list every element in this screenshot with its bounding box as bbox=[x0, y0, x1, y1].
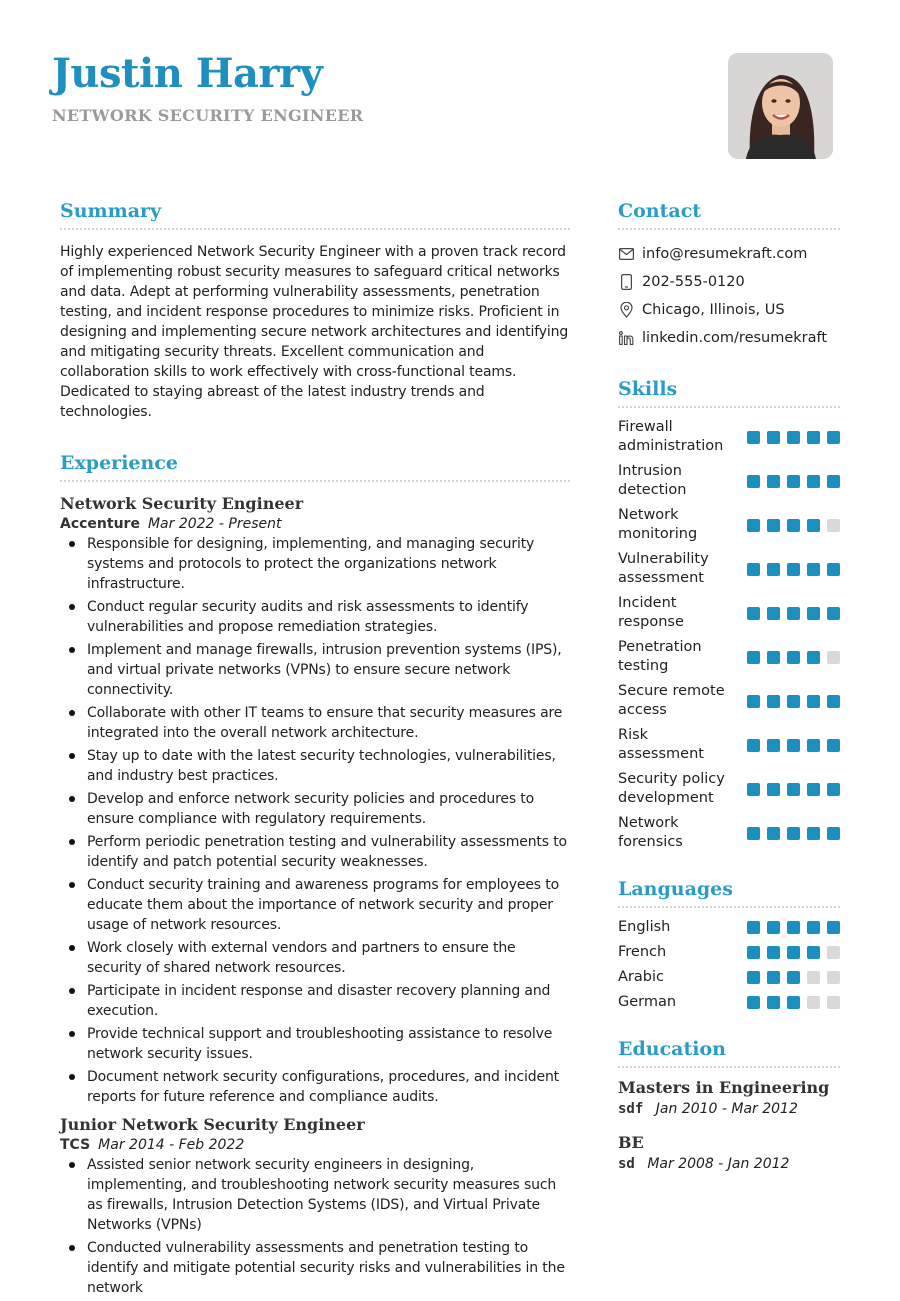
list-item: Collaborate with other IT teams to ensure that security measures are integrated into the overall network architecture. bbox=[87, 703, 570, 743]
rating-dot-filled bbox=[767, 475, 780, 488]
avatar-portrait-icon bbox=[728, 53, 833, 159]
rating-dot-filled bbox=[787, 827, 800, 840]
job-dates: Mar 2014 - Feb 2022 bbox=[98, 1137, 245, 1153]
rating-dots bbox=[747, 946, 840, 959]
education-entry bbox=[618, 1133, 840, 1172]
rating-dot-filled bbox=[827, 921, 840, 934]
linkedin-text: linkedin.com/resumekraft bbox=[642, 330, 828, 346]
right-column bbox=[618, 200, 840, 1172]
rating-dot-filled bbox=[827, 563, 840, 576]
rating-dot-filled bbox=[747, 607, 760, 620]
summary-section bbox=[60, 200, 570, 422]
rating-dot-filled bbox=[787, 996, 800, 1009]
rating-dot-filled bbox=[807, 946, 820, 959]
rating-dot-filled bbox=[767, 431, 780, 444]
rating-label: Vulnerability assessment bbox=[618, 551, 709, 586]
rating-row bbox=[618, 418, 840, 456]
linkedin-icon bbox=[618, 330, 634, 346]
phone-icon bbox=[618, 274, 634, 290]
rating-row bbox=[618, 726, 840, 764]
experience-heading: Experience bbox=[60, 452, 570, 482]
phone-text: 202-555-0120 bbox=[642, 274, 745, 290]
rating-dot-filled bbox=[747, 996, 760, 1009]
rating-dot-filled bbox=[807, 431, 820, 444]
rating-dot-empty bbox=[827, 996, 840, 1009]
rating-row bbox=[618, 506, 840, 544]
company-name: Accenture bbox=[60, 516, 140, 532]
location-pin-icon bbox=[618, 302, 634, 318]
rating-dots bbox=[747, 996, 840, 1009]
rating-dot-filled bbox=[787, 607, 800, 620]
rating-label: Penetration testing bbox=[618, 639, 702, 674]
rating-dot-filled bbox=[807, 475, 820, 488]
degree-title: BE bbox=[618, 1133, 644, 1152]
rating-dot-filled bbox=[807, 783, 820, 796]
rating-dot-empty bbox=[827, 946, 840, 959]
rating-dot-filled bbox=[787, 739, 800, 752]
summary-heading: Summary bbox=[60, 200, 570, 230]
rating-dot-filled bbox=[827, 783, 840, 796]
rating-dot-filled bbox=[747, 651, 760, 664]
rating-dots bbox=[747, 827, 840, 840]
rating-label: Security policy development bbox=[618, 771, 725, 806]
rating-dot-filled bbox=[827, 695, 840, 708]
rating-dot-filled bbox=[747, 946, 760, 959]
list-item: Document network security configurations, procedures, and incident reports for future reference and compliance audits. bbox=[87, 1067, 570, 1107]
job-meta bbox=[60, 1137, 570, 1153]
rating-dots bbox=[747, 563, 840, 576]
list-item: Stay up to date with the latest security technologies, vulnerabilities, and industry best practices. bbox=[87, 746, 570, 786]
rating-dot-filled bbox=[747, 971, 760, 984]
rating-dot-filled bbox=[807, 519, 820, 532]
degree-title: Masters in Engineering bbox=[618, 1078, 830, 1097]
profile-photo bbox=[728, 53, 833, 159]
education-meta bbox=[618, 1101, 840, 1117]
rating-dot-filled bbox=[827, 739, 840, 752]
skills-section bbox=[618, 378, 840, 852]
rating-dot-filled bbox=[787, 563, 800, 576]
rating-label: Arabic bbox=[618, 969, 664, 985]
education-section bbox=[618, 1038, 840, 1172]
rating-dot-filled bbox=[787, 475, 800, 488]
list-item: Conducted vulnerability assessments and penetration testing to identify and mitigate potential security risks and vulnerabilities in the network bbox=[87, 1238, 570, 1298]
rating-label: Network forensics bbox=[618, 815, 683, 850]
rating-dots bbox=[747, 651, 840, 664]
candidate-name: Justin Harry bbox=[52, 50, 323, 97]
list-item: Participate in incident response and disaster recovery planning and execution. bbox=[87, 981, 570, 1021]
rating-dots bbox=[747, 431, 840, 444]
rating-dot-filled bbox=[767, 827, 780, 840]
rating-dot-filled bbox=[747, 695, 760, 708]
rating-dot-filled bbox=[767, 607, 780, 620]
contact-phone[interactable] bbox=[618, 268, 840, 296]
rating-label: English bbox=[618, 919, 671, 935]
rating-dot-filled bbox=[767, 946, 780, 959]
education-heading: Education bbox=[618, 1038, 840, 1068]
school-name: sdf bbox=[618, 1101, 644, 1117]
rating-dot-filled bbox=[747, 921, 760, 934]
contact-linkedin[interactable] bbox=[618, 324, 840, 352]
list-item: Perform periodic penetration testing and vulnerability assessments to identify and patch potential security weaknesses. bbox=[87, 832, 570, 872]
rating-dot-filled bbox=[767, 519, 780, 532]
rating-dot-filled bbox=[747, 783, 760, 796]
languages-list bbox=[618, 918, 840, 1012]
job-title-heading: Junior Network Security Engineer bbox=[60, 1115, 365, 1134]
rating-dot-filled bbox=[807, 651, 820, 664]
education-entry bbox=[618, 1078, 840, 1117]
company-name: TCS bbox=[60, 1137, 91, 1153]
rating-label: Firewall administration bbox=[618, 419, 724, 454]
rating-dot-filled bbox=[787, 519, 800, 532]
job-title: NETWORK SECURITY ENGINEER bbox=[52, 106, 364, 125]
rating-row bbox=[618, 968, 840, 987]
location-text: Chicago, Illinois, US bbox=[642, 302, 785, 318]
rating-label: Intrusion detection bbox=[618, 463, 687, 498]
rating-dot-filled bbox=[827, 475, 840, 488]
rating-row bbox=[618, 918, 840, 937]
rating-dot-filled bbox=[787, 971, 800, 984]
rating-row bbox=[618, 550, 840, 588]
rating-dot-filled bbox=[807, 921, 820, 934]
rating-dot-empty bbox=[807, 971, 820, 984]
rating-label: Risk assessment bbox=[618, 727, 704, 762]
rating-label: Secure remote access bbox=[618, 683, 725, 718]
job-meta bbox=[60, 516, 570, 532]
list-item: Provide technical support and troubleshooting assistance to resolve network security issues. bbox=[87, 1024, 570, 1064]
job-entry bbox=[60, 1115, 570, 1298]
rating-dots bbox=[747, 695, 840, 708]
rating-dot-empty bbox=[827, 971, 840, 984]
school-name: sd bbox=[618, 1156, 635, 1172]
skills-heading: Skills bbox=[618, 378, 840, 408]
rating-dot-filled bbox=[827, 431, 840, 444]
rating-dot-empty bbox=[827, 651, 840, 664]
languages-section bbox=[618, 878, 840, 1012]
rating-row bbox=[618, 594, 840, 632]
rating-dot-filled bbox=[767, 651, 780, 664]
rating-dot-filled bbox=[807, 739, 820, 752]
languages-heading: Languages bbox=[618, 878, 840, 908]
rating-dot-filled bbox=[807, 827, 820, 840]
rating-dot-filled bbox=[767, 783, 780, 796]
rating-label: French bbox=[618, 944, 667, 960]
job-bullets bbox=[60, 1155, 570, 1298]
rating-dot-filled bbox=[767, 695, 780, 708]
list-item: Conduct regular security audits and risk assessments to identify vulnerabilities and propose remediation strategies. bbox=[87, 597, 570, 637]
education-dates: Mar 2008 - Jan 2012 bbox=[647, 1156, 790, 1172]
rating-row bbox=[618, 682, 840, 720]
rating-dot-filled bbox=[747, 475, 760, 488]
rating-dot-filled bbox=[827, 607, 840, 620]
contact-location bbox=[618, 296, 840, 324]
rating-dot-filled bbox=[747, 563, 760, 576]
rating-dot-empty bbox=[807, 996, 820, 1009]
rating-dots bbox=[747, 475, 840, 488]
rating-label: German bbox=[618, 994, 677, 1010]
rating-dot-filled bbox=[767, 563, 780, 576]
job-title-heading: Network Security Engineer bbox=[60, 494, 304, 513]
rating-dots bbox=[747, 971, 840, 984]
rating-dot-filled bbox=[747, 739, 760, 752]
education-meta bbox=[618, 1156, 840, 1172]
contact-section bbox=[618, 200, 840, 352]
rating-dots bbox=[747, 921, 840, 934]
rating-dot-filled bbox=[767, 996, 780, 1009]
list-item: Conduct security training and awareness programs for employees to educate them about the importance of network security and proper usage of network resources. bbox=[87, 875, 570, 935]
rating-dot-filled bbox=[827, 827, 840, 840]
rating-dot-filled bbox=[767, 921, 780, 934]
contact-email[interactable] bbox=[618, 240, 840, 268]
rating-dot-filled bbox=[767, 739, 780, 752]
job-dates: Mar 2022 - Present bbox=[147, 516, 282, 532]
job-bullets bbox=[60, 534, 570, 1107]
rating-dot-filled bbox=[807, 695, 820, 708]
rating-dots bbox=[747, 607, 840, 620]
summary-text: Highly experienced Network Security Engineer with a proven track record of implementing robust security measures to safeguard critical networks and data. Adept at performing vulnerability assessments, penetration testing, and incident response procedures to minimize risks. Proficient in designing and implementing secure network architectures and identifying and mitigating security threats. Excellent communication and collaboration skills to work effectively with cross-functional teams. Dedicated to staying abreast of the latest industry trends and technologies. bbox=[60, 244, 569, 420]
job-entry bbox=[60, 494, 570, 1107]
rating-dot-filled bbox=[747, 519, 760, 532]
envelope-icon bbox=[618, 246, 634, 262]
rating-dot-empty bbox=[827, 519, 840, 532]
rating-dot-filled bbox=[787, 946, 800, 959]
education-dates: Jan 2010 - Mar 2012 bbox=[655, 1101, 798, 1117]
rating-row bbox=[618, 638, 840, 676]
rating-dots bbox=[747, 519, 840, 532]
email-text: info@resumekraft.com bbox=[642, 246, 808, 262]
experience-section bbox=[60, 452, 570, 1298]
list-item: Implement and manage firewalls, intrusion prevention systems (IPS), and virtual private networks (VPNs) to ensure secure network connectivity. bbox=[87, 640, 570, 700]
left-column bbox=[60, 200, 570, 1301]
rating-dots bbox=[747, 739, 840, 752]
rating-dot-filled bbox=[767, 971, 780, 984]
rating-label: Incident response bbox=[618, 595, 684, 630]
rating-dot-filled bbox=[807, 607, 820, 620]
rating-dot-filled bbox=[787, 783, 800, 796]
rating-row bbox=[618, 770, 840, 808]
rating-row bbox=[618, 993, 840, 1012]
rating-dot-filled bbox=[787, 651, 800, 664]
list-item: Work closely with external vendors and partners to ensure the security of shared network resources. bbox=[87, 938, 570, 978]
rating-dot-filled bbox=[787, 431, 800, 444]
rating-row bbox=[618, 814, 840, 852]
rating-dot-filled bbox=[807, 563, 820, 576]
list-item: Develop and enforce network security policies and procedures to ensure compliance with regulatory requirements. bbox=[87, 789, 570, 829]
list-item: Assisted senior network security engineers in designing, implementing, and troubleshooting network security measures such as firewalls, Intrusion Detection Systems (IDS), and Virtual Private Networks (VPNs) bbox=[87, 1155, 570, 1235]
rating-row bbox=[618, 943, 840, 962]
rating-dot-filled bbox=[787, 695, 800, 708]
skills-list bbox=[618, 418, 840, 852]
list-item: Responsible for designing, implementing, and managing security systems and protocols to protect the organizations network infrastructure. bbox=[87, 534, 570, 594]
contact-heading: Contact bbox=[618, 200, 840, 230]
rating-label: Network monitoring bbox=[618, 507, 698, 542]
rating-dot-filled bbox=[747, 827, 760, 840]
rating-dot-filled bbox=[787, 921, 800, 934]
rating-dots bbox=[747, 783, 840, 796]
rating-row bbox=[618, 462, 840, 500]
rating-dot-filled bbox=[747, 431, 760, 444]
